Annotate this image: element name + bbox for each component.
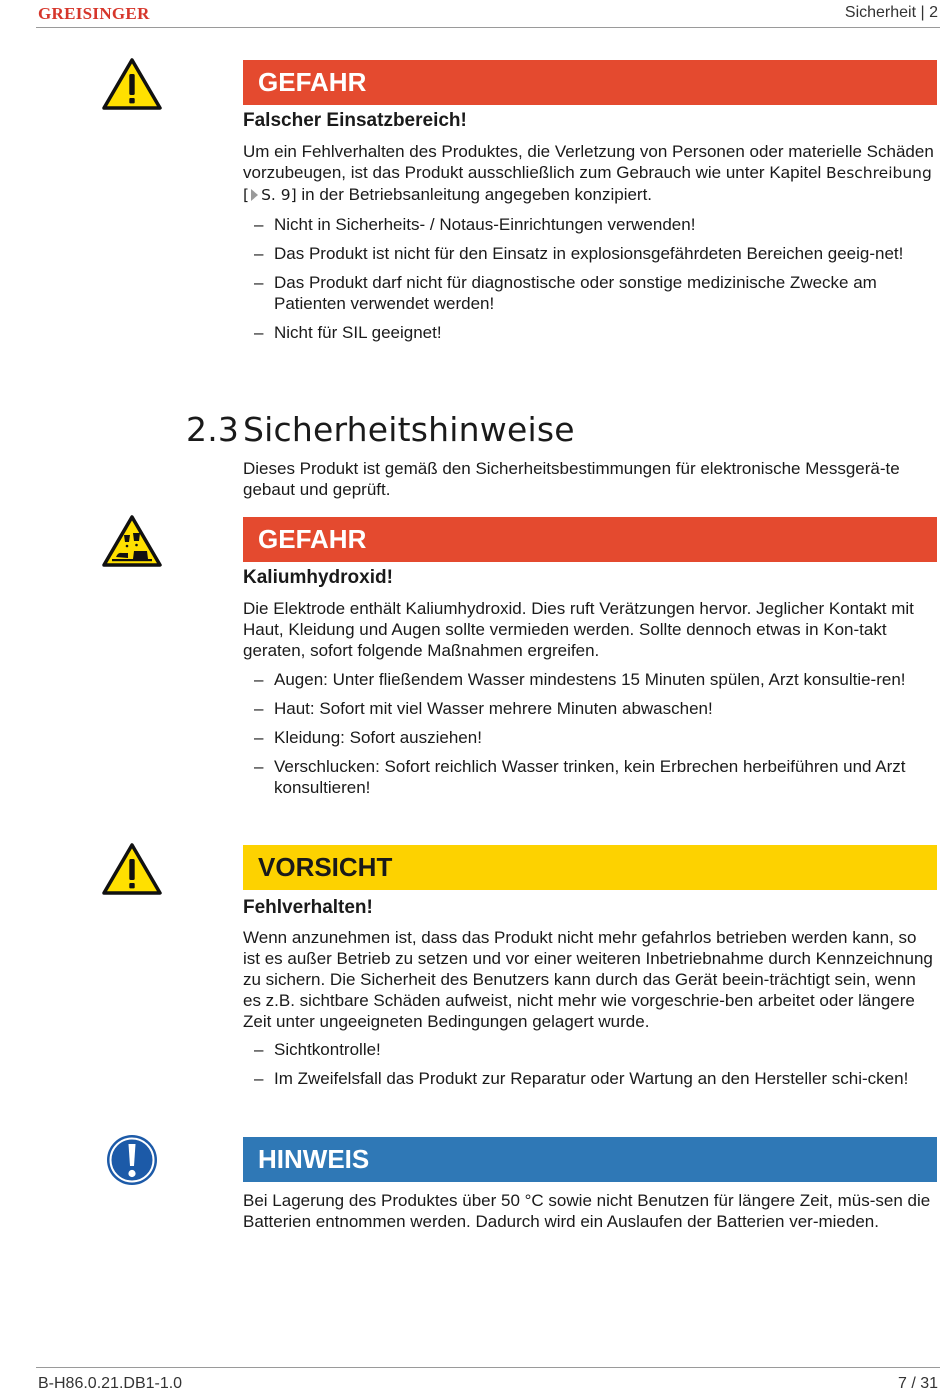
list-item: – Im Zweifelsfall das Produkt zur Reparatur oder Wartung an den Hersteller schi-cken! xyxy=(243,1068,938,1089)
header-section: Sicherheit | 2 xyxy=(844,4,938,21)
list-item: – Nicht in Sicherheits- / Notaus-Einrichtungen verwenden! xyxy=(243,214,938,235)
list-item: – Sichtkontrolle! xyxy=(243,1039,938,1060)
section-number: 2.3 xyxy=(186,410,240,449)
list-item: – Verschlucken: Sofort reichlich Wasser trinken, kein Erbrechen herbeiführen und Arzt konsultieren! xyxy=(243,756,938,798)
danger-label-2: GEFAHR xyxy=(243,517,937,562)
list-item: – Kleidung: Sofort ausziehen! xyxy=(243,727,938,748)
danger-list-2 xyxy=(243,669,938,806)
danger-text: Um ein Fehlverhalten des Produktes, die Verletzung von Personen oder materielle Schäden vorzubeugen, ist das Produkt ausschließlich zum Gebrauch wie unter Kapitel Beschreibung [ S. 9] in der Betriebsanleitung angegeben konzipiert. xyxy=(243,142,934,204)
danger-label: GEFAHR xyxy=(243,60,937,105)
greisinger-logo: GREISINGER xyxy=(38,4,150,23)
danger-title-2: Kaliumhydroxid! xyxy=(243,567,393,588)
page-footer xyxy=(36,1367,940,1398)
list-item: – Augen: Unter fließendem Wasser mindestens 15 Minuten spülen, Arzt konsultie-ren! xyxy=(243,669,938,690)
section-heading xyxy=(186,410,575,449)
caution-label: VORSICHT xyxy=(243,845,937,890)
list-item: – Haut: Sofort mit viel Wasser mehrere Minuten abwaschen! xyxy=(243,698,938,719)
mandatory-info-icon xyxy=(106,1134,158,1186)
caution-text: Wenn anzunehmen ist, dass das Produkt nicht mehr gefahrlos betrieben werden kann, so ist es außer Betrieb zu setzen und vor einer weiteren Inbetriebnahme durch Kennzeichnung zu sichern. Die Sicherheit des Benutzers kann durch das Gerät beein-trächtigt sein, wenn es z.B. sichtbare Schäden aufweist, nicht mehr wie vorgeschrie-ben arbeitet oder längere Zeit unter ungeeigneten Bedingungen gelagert wurde. xyxy=(243,928,933,1031)
chapter-reference-link[interactable]: Beschreibung [ S. 9] xyxy=(243,164,932,204)
arrow-right-icon xyxy=(251,189,258,201)
list-item: – Das Produkt darf nicht für diagnostische oder sonstige medizinische Zwecke am Patienten verwendet werden! xyxy=(243,272,938,314)
page-header xyxy=(36,0,940,28)
warning-triangle-icon xyxy=(102,58,162,110)
list-item: – Nicht für SIL geeignet! xyxy=(243,322,938,343)
notice-text: Bei Lagerung des Produktes über 50 °C sowie nicht Benutzen für längere Zeit, müs-sen die Batterien entnommen werden. Dadurch wird ein Auslaufen der Batterien ver-mieden. xyxy=(243,1191,931,1231)
caution-title: Fehlverhalten! xyxy=(243,897,373,918)
danger-title: Falscher Einsatzbereich! xyxy=(243,110,467,131)
caution-list xyxy=(243,1039,938,1097)
notice-label: HINWEIS xyxy=(243,1137,937,1182)
danger-list xyxy=(243,214,938,351)
page-number: 7 / 31 xyxy=(897,1375,938,1392)
section-title: Sicherheitshinweise xyxy=(243,410,575,449)
document-id: B-H86.0.21.DB1-1.0 xyxy=(38,1375,183,1392)
warning-triangle-icon xyxy=(102,843,162,895)
section-intro: Dieses Produkt ist gemäß den Sicherheitsbestimmungen für elektronische Messgerä-te gebaut und geprüft. xyxy=(243,459,900,499)
danger-text-2: Die Elektrode enthält Kaliumhydroxid. Dies ruft Verätzungen hervor. Jeglicher Kontakt mit Haut, Kleidung und Augen sollte vermieden werden. Sollte dennoch etwas in Kon-takt geraten, sofort folgende Maßnahmen ergreifen. xyxy=(243,599,914,660)
corrosive-icon xyxy=(102,515,162,567)
list-item: – Das Produkt ist nicht für den Einsatz in explosionsgefährdeten Bereichen geeig-net! xyxy=(243,243,938,264)
